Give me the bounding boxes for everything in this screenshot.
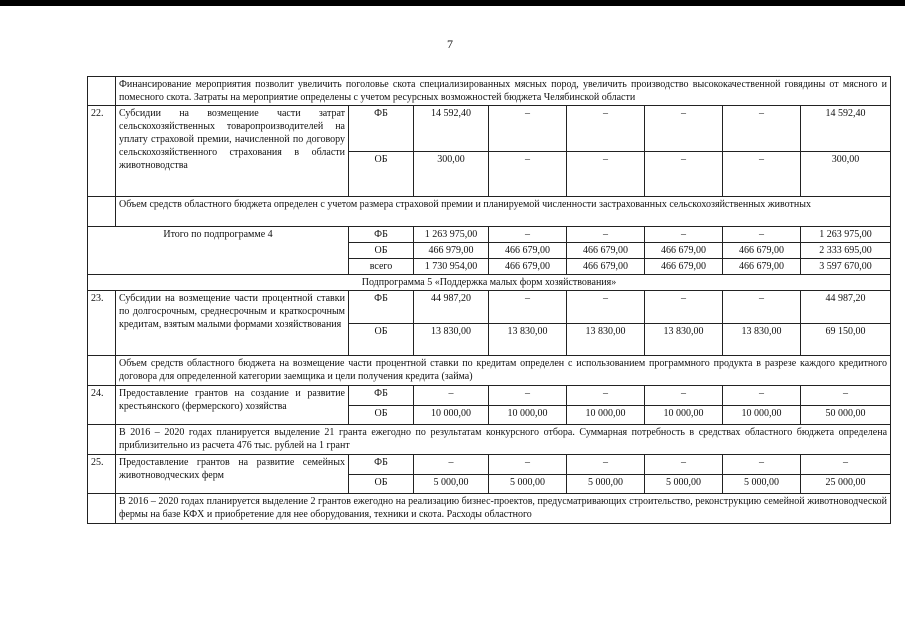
num-cell — [88, 356, 116, 386]
total-cell: – — [801, 455, 891, 475]
table-row — [88, 197, 891, 227]
value-cell: – — [414, 386, 489, 406]
source-cell: ОБ — [349, 323, 414, 356]
value-cell: 10 000,00 — [645, 405, 723, 425]
measure-name: Субсидии на возмещение части затрат сельскохозяйственных товаропроизводителей на уплату страховой премии, начисленной по договору сельскохозяйственного страхования в области животноводства — [116, 106, 349, 197]
subprogram-title: Подпрограмма 5 «Поддержка малых форм хозяйствования» — [88, 275, 891, 291]
total-cell: 50 000,00 — [801, 405, 891, 425]
value-cell: – — [723, 106, 801, 152]
value-cell: – — [723, 291, 801, 324]
total-cell: 14 592,40 — [801, 106, 891, 152]
total-cell: 69 150,00 — [801, 323, 891, 356]
measure-note: Объем средств областного бюджета определен с учетом размера страховой премии и планируемой численности застрахованных сельскохозяйственных животных — [116, 197, 891, 227]
measure-name: Субсидии на возмещение части процентной ставки по долгосрочным, среднесрочным и краткосрочным кредитам, взятым малыми формами хозяйствования — [116, 291, 349, 356]
value-cell: – — [723, 227, 801, 243]
value-cell: – — [723, 151, 801, 197]
total-cell: 300,00 — [801, 151, 891, 197]
value-cell: 466 679,00 — [645, 259, 723, 275]
value-cell: – — [489, 106, 567, 152]
measure-note: Объем средств областного бюджета на возмещение части процентной ставки по кредитам определен с использованием программного продукта в разрезе каждого кредитного договора для определенной категории заемщика и цели получения кредита (займа) — [116, 356, 891, 386]
budget-table — [87, 76, 891, 524]
value-cell: – — [567, 455, 645, 475]
num-cell — [88, 77, 116, 106]
value-cell: – — [567, 227, 645, 243]
total-cell: 2 333 695,00 — [801, 243, 891, 259]
total-cell: 25 000,00 — [801, 474, 891, 494]
source-cell: всего — [349, 259, 414, 275]
value-cell: 5 000,00 — [567, 474, 645, 494]
intro-note: Финансирование мероприятия позволит увеличить поголовье скота специализированных мясных пород, увеличить производство высококачественной говядины от мясного и помесного скота. Затраты на мероприятие определены с учетом ресурсных возможностей бюджета Челябинской области — [116, 77, 891, 106]
value-cell: 13 830,00 — [414, 323, 489, 356]
total-cell: 1 263 975,00 — [801, 227, 891, 243]
value-cell: 13 830,00 — [567, 323, 645, 356]
total-cell: 44 987,20 — [801, 291, 891, 324]
top-border — [0, 0, 905, 6]
value-cell: 10 000,00 — [489, 405, 567, 425]
value-cell: – — [567, 151, 645, 197]
num-cell — [88, 197, 116, 227]
table-row — [88, 275, 891, 291]
value-cell: 14 592,40 — [414, 106, 489, 152]
table-row — [88, 386, 891, 406]
source-cell: ФБ — [349, 455, 414, 475]
value-cell: 5 000,00 — [414, 474, 489, 494]
value-cell: – — [723, 386, 801, 406]
row-number: 23. — [88, 291, 116, 356]
value-cell: – — [414, 455, 489, 475]
measure-name: Предоставление грантов на создание и развитие крестьянского (фермерского) хозяйства — [116, 386, 349, 425]
source-cell: ОБ — [349, 474, 414, 494]
value-cell: 10 000,00 — [567, 405, 645, 425]
value-cell: – — [723, 455, 801, 475]
value-cell: 466 679,00 — [567, 259, 645, 275]
value-cell: – — [645, 386, 723, 406]
source-cell: ОБ — [349, 151, 414, 197]
source-cell: ФБ — [349, 227, 414, 243]
value-cell: 466 979,00 — [414, 243, 489, 259]
source-cell: ФБ — [349, 386, 414, 406]
source-cell: ОБ — [349, 405, 414, 425]
num-cell — [88, 494, 116, 524]
table-row — [88, 106, 891, 152]
total-cell: 3 597 670,00 — [801, 259, 891, 275]
value-cell: 13 830,00 — [723, 323, 801, 356]
value-cell: – — [567, 106, 645, 152]
source-cell: ФБ — [349, 291, 414, 324]
value-cell: – — [645, 291, 723, 324]
row-number: 22. — [88, 106, 116, 197]
value-cell: – — [567, 386, 645, 406]
value-cell: 1 730 954,00 — [414, 259, 489, 275]
measure-note: В 2016 – 2020 годах планируется выделение 2 грантов ежегодно на реализацию бизнес-проектов, предусматривающих строительство, реконструкцию семейной животноводческой фермы на базе КФХ и приобретение для нее оборудования, техники и скота. Расходы областного — [116, 494, 891, 524]
value-cell: 466 679,00 — [489, 243, 567, 259]
value-cell: – — [489, 151, 567, 197]
table-row — [88, 494, 891, 524]
value-cell: 300,00 — [414, 151, 489, 197]
table-row — [88, 356, 891, 386]
table-row — [88, 425, 891, 455]
value-cell: – — [489, 386, 567, 406]
table-row — [88, 455, 891, 475]
value-cell: 1 263 975,00 — [414, 227, 489, 243]
value-cell: 5 000,00 — [489, 474, 567, 494]
num-cell — [88, 425, 116, 455]
row-number: 24. — [88, 386, 116, 425]
value-cell: 5 000,00 — [645, 474, 723, 494]
value-cell: – — [567, 291, 645, 324]
value-cell: – — [645, 455, 723, 475]
value-cell: 466 679,00 — [723, 243, 801, 259]
value-cell: 10 000,00 — [723, 405, 801, 425]
value-cell: 466 679,00 — [489, 259, 567, 275]
value-cell: 5 000,00 — [723, 474, 801, 494]
table-row — [88, 291, 891, 324]
page-number: 7 — [447, 37, 453, 51]
measure-note: В 2016 – 2020 годах планируется выделение 21 гранта ежегодно по результатам конкурсного отбора. Суммарная потребность в средствах областного бюджета определена приблизительно из расчета 476 тыс. рублей на 1 грант — [116, 425, 891, 455]
value-cell: 466 679,00 — [567, 243, 645, 259]
value-cell: – — [645, 151, 723, 197]
value-cell: – — [645, 227, 723, 243]
value-cell: 466 679,00 — [723, 259, 801, 275]
total-cell: – — [801, 386, 891, 406]
value-cell: 466 679,00 — [645, 243, 723, 259]
value-cell: 13 830,00 — [645, 323, 723, 356]
table-row — [88, 77, 891, 106]
source-cell: ОБ — [349, 243, 414, 259]
value-cell: – — [489, 455, 567, 475]
value-cell: – — [489, 291, 567, 324]
value-cell: 44 987,20 — [414, 291, 489, 324]
measure-name: Предоставление грантов на развитие семейных животноводческих ферм — [116, 455, 349, 494]
subtotal-label: Итого по подпрограмме 4 — [88, 227, 349, 275]
value-cell: – — [645, 106, 723, 152]
value-cell: 13 830,00 — [489, 323, 567, 356]
value-cell: 10 000,00 — [414, 405, 489, 425]
row-number: 25. — [88, 455, 116, 494]
source-cell: ФБ — [349, 106, 414, 152]
value-cell: – — [489, 227, 567, 243]
table-row — [88, 227, 891, 243]
